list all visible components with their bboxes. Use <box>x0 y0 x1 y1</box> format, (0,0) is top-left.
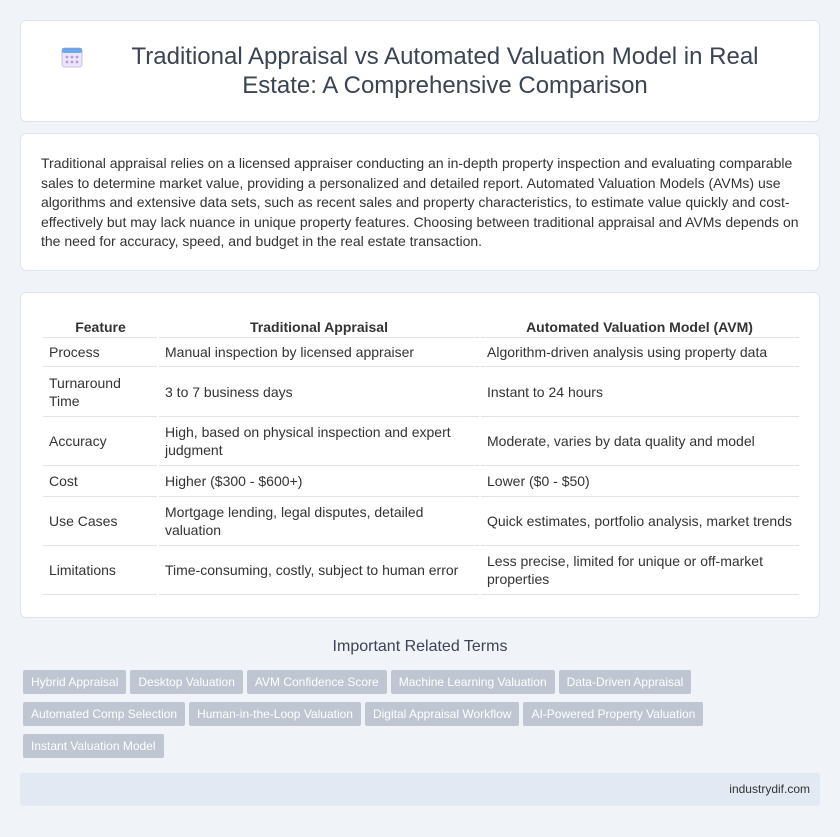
related-term-tag[interactable]: Instant Valuation Model <box>23 734 164 758</box>
footer-bar <box>20 773 820 806</box>
title-card <box>20 20 820 122</box>
intro-paragraph: Traditional appraisal relies on a licensed appraiser conducting an in-depth property inspection and evaluating comparable sales to determine market value, providing a personalized and detailed report. Automated Valuation Models (AVMs) use algorithms and extensive data sets, such as recent sales and property characteristics, to estimate value quickly and cost-effectively but may lack nuance in unique property features. Choosing between traditional appraisal and AVMs depends on the need for accuracy, speed, and budget in the real estate transaction. <box>41 155 799 249</box>
table-row <box>43 546 799 595</box>
avm-cell: Quick estimates, portfolio analysis, market trends <box>480 497 799 546</box>
comparison-table-card <box>20 292 820 618</box>
feature-cell: Cost <box>43 466 158 497</box>
header-traditional: Traditional Appraisal <box>158 315 480 338</box>
table-row <box>43 338 799 367</box>
avm-cell: Moderate, varies by data quality and model <box>480 417 799 466</box>
traditional-cell: Higher ($300 - $600+) <box>158 466 480 497</box>
avm-cell: Lower ($0 - $50) <box>480 466 799 497</box>
title-wrap <box>61 42 779 100</box>
related-terms-list <box>23 670 723 766</box>
traditional-cell: Mortgage lending, legal disputes, detailed valuation <box>158 497 480 546</box>
traditional-cell: Time-consuming, costly, subject to human error <box>158 546 480 595</box>
feature-cell: Process <box>43 338 158 367</box>
related-term-tag[interactable]: Data-Driven Appraisal <box>559 670 692 694</box>
source-credit: industrydif.com <box>729 782 810 796</box>
traditional-cell: 3 to 7 business days <box>158 367 480 417</box>
table-row <box>43 466 799 497</box>
avm-cell: Less precise, limited for unique or off-market properties <box>480 546 799 595</box>
related-term-tag[interactable]: Desktop Valuation <box>130 670 243 694</box>
traditional-cell: Manual inspection by licensed appraiser <box>158 338 480 367</box>
traditional-cell: High, based on physical inspection and expert judgment <box>158 417 480 466</box>
avm-cell: Algorithm-driven analysis using property data <box>480 338 799 367</box>
related-term-tag[interactable]: Human-in-the-Loop Valuation <box>189 702 361 726</box>
related-terms-heading: Important Related Terms <box>332 638 508 655</box>
avm-cell: Instant to 24 hours <box>480 367 799 417</box>
calendar-icon <box>61 46 83 68</box>
related-term-tag[interactable]: AVM Confidence Score <box>247 670 387 694</box>
page-title: Traditional Appraisal vs Automated Valuation Model in Real Estate: A Comprehensive Comparison <box>131 43 759 99</box>
feature-cell: Turnaround Time <box>43 367 158 417</box>
comparison-table <box>43 315 799 595</box>
header-avm: Automated Valuation Model (AVM) <box>480 315 799 338</box>
feature-cell: Use Cases <box>43 497 158 546</box>
table-row <box>43 367 799 417</box>
table-row <box>43 497 799 546</box>
related-term-tag[interactable]: Machine Learning Valuation <box>391 670 555 694</box>
header-feature: Feature <box>43 315 158 338</box>
table-header-row <box>43 315 799 338</box>
related-term-tag[interactable]: AI-Powered Property Valuation <box>523 702 703 726</box>
feature-cell: Accuracy <box>43 417 158 466</box>
related-term-tag[interactable]: Hybrid Appraisal <box>23 670 126 694</box>
related-term-tag[interactable]: Digital Appraisal Workflow <box>365 702 520 726</box>
table-row <box>43 417 799 466</box>
intro-card <box>20 133 820 271</box>
feature-cell: Limitations <box>43 546 158 595</box>
related-term-tag[interactable]: Automated Comp Selection <box>23 702 185 726</box>
